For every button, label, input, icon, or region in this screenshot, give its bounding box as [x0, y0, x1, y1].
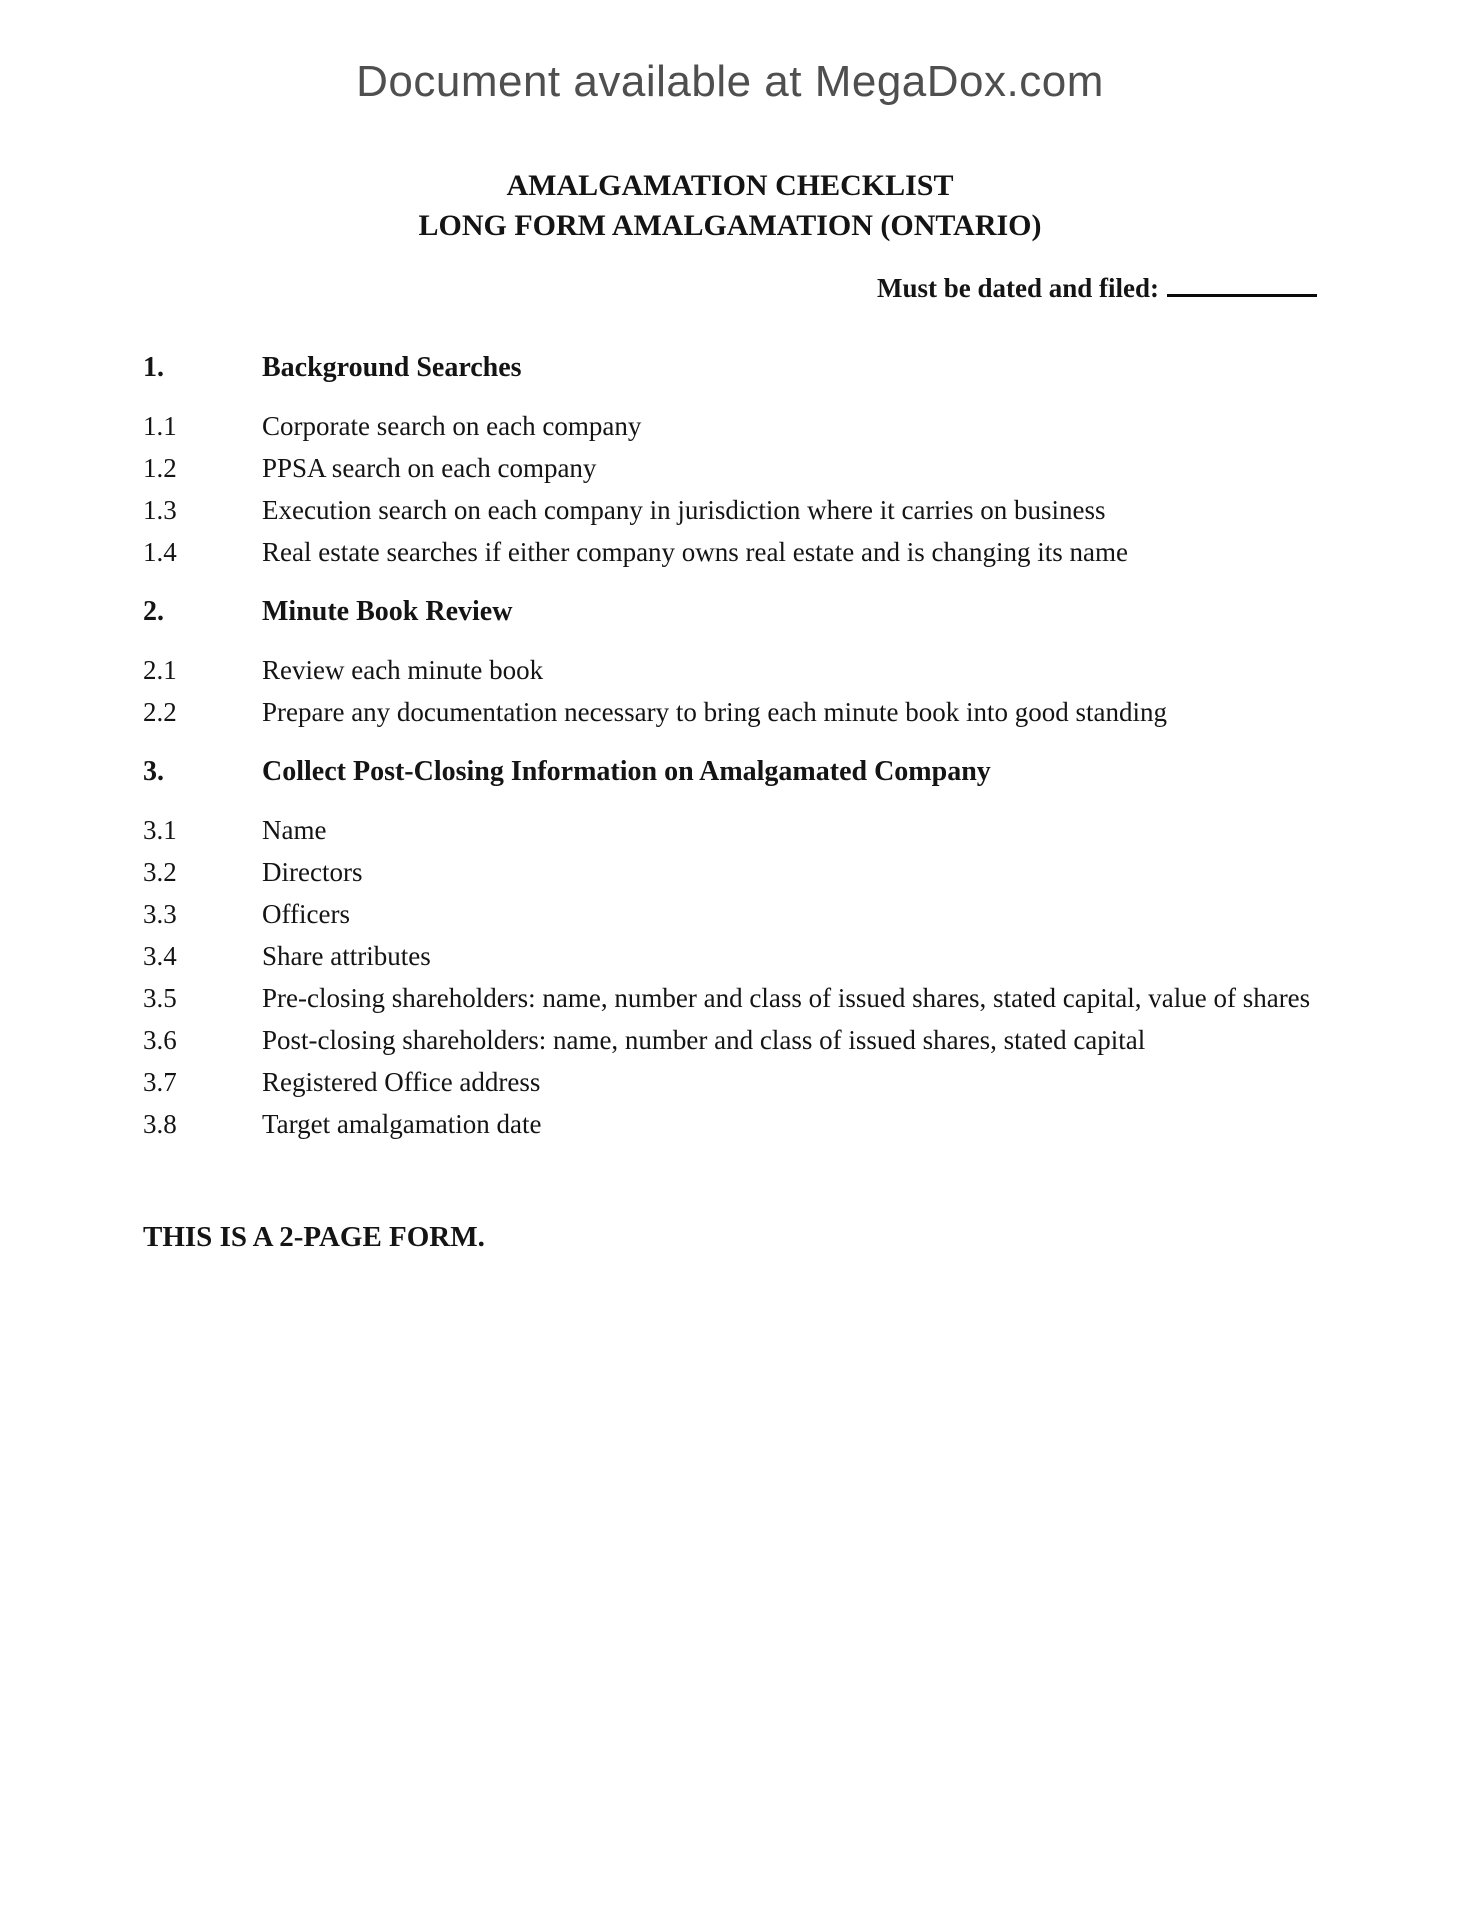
section-2-title: Minute Book Review	[262, 596, 513, 627]
item-text: Share attributes	[262, 941, 431, 971]
checklist-item-3-2	[143, 853, 1317, 891]
item-text: Review each minute book	[262, 655, 544, 685]
checklist-item-1-4	[143, 533, 1317, 571]
item-number: 3.2	[143, 857, 177, 887]
filed-blank-line	[1167, 266, 1317, 297]
page-content	[0, 58, 1483, 1256]
section-2-heading	[143, 593, 1317, 631]
item-text: Prepare any documentation necessary to bring each minute book into good standing	[262, 697, 1168, 727]
item-text: Registered Office address	[262, 1067, 541, 1097]
item-text: Pre-closing shareholders: name, number and class of issued shares, stated capital, value of shares	[262, 983, 1311, 1013]
section-3-title: Collect Post-Closing Information on Amalgamated Company	[262, 756, 991, 787]
item-number: 3.3	[143, 899, 177, 929]
checklist-item-3-4	[143, 937, 1317, 975]
item-text: Execution search on each company in jurisdiction where it carries on business	[262, 495, 1106, 525]
item-number: 3.7	[143, 1067, 177, 1097]
item-text: Name	[262, 815, 327, 845]
section-1-number: 1.	[143, 352, 164, 383]
item-number: 2.1	[143, 655, 177, 685]
item-text: Directors	[262, 857, 363, 887]
checklist-item-3-7	[143, 1063, 1317, 1101]
section-1-heading	[143, 349, 1317, 387]
item-number: 1.1	[143, 411, 177, 441]
item-text: Post-closing shareholders: name, number and class of issued shares, stated capital	[262, 1025, 1146, 1055]
item-number: 2.2	[143, 697, 177, 727]
item-number: 1.3	[143, 495, 177, 525]
footer-note: THIS IS A 2-PAGE FORM.	[143, 1221, 485, 1253]
checklist-item-3-8	[143, 1105, 1317, 1143]
section-2-number: 2.	[143, 596, 164, 627]
checklist-item-1-3	[143, 491, 1317, 529]
checklist-item-3-1	[143, 811, 1317, 849]
checklist-item-3-6	[143, 1021, 1317, 1059]
checklist-item-2-2	[143, 693, 1317, 731]
item-text: Target amalgamation date	[262, 1109, 542, 1139]
item-number: 3.4	[143, 941, 177, 971]
section-3-number: 3.	[143, 756, 164, 787]
checklist-item-1-2	[143, 449, 1317, 487]
section-3-heading	[143, 753, 1317, 791]
title-line-2: LONG FORM AMALGAMATION (ONTARIO)	[418, 209, 1042, 242]
watermark-text: Document available at MegaDox.com	[356, 57, 1104, 106]
checklist-item-2-1	[143, 651, 1317, 689]
item-number: 3.1	[143, 815, 177, 845]
checklist-item-3-5	[143, 979, 1317, 1017]
checklist-item-1-1	[143, 407, 1317, 445]
document-title	[143, 166, 1317, 246]
item-number: 3.6	[143, 1025, 177, 1055]
filed-row	[143, 266, 1317, 306]
title-line-1: AMALGAMATION CHECKLIST	[506, 169, 954, 202]
filed-label: Must be dated and filed:	[876, 273, 1159, 303]
item-text: Officers	[262, 899, 350, 929]
item-number: 1.4	[143, 537, 177, 567]
item-number: 3.8	[143, 1109, 177, 1139]
checklist-item-3-3	[143, 895, 1317, 933]
item-text: PPSA search on each company	[262, 453, 597, 483]
item-text: Real estate searches if either company owns real estate and is changing its name	[262, 537, 1128, 567]
item-text: Corporate search on each company	[262, 411, 642, 441]
item-number: 3.5	[143, 983, 177, 1013]
section-1-title: Background Searches	[262, 352, 522, 383]
item-number: 1.2	[143, 453, 177, 483]
